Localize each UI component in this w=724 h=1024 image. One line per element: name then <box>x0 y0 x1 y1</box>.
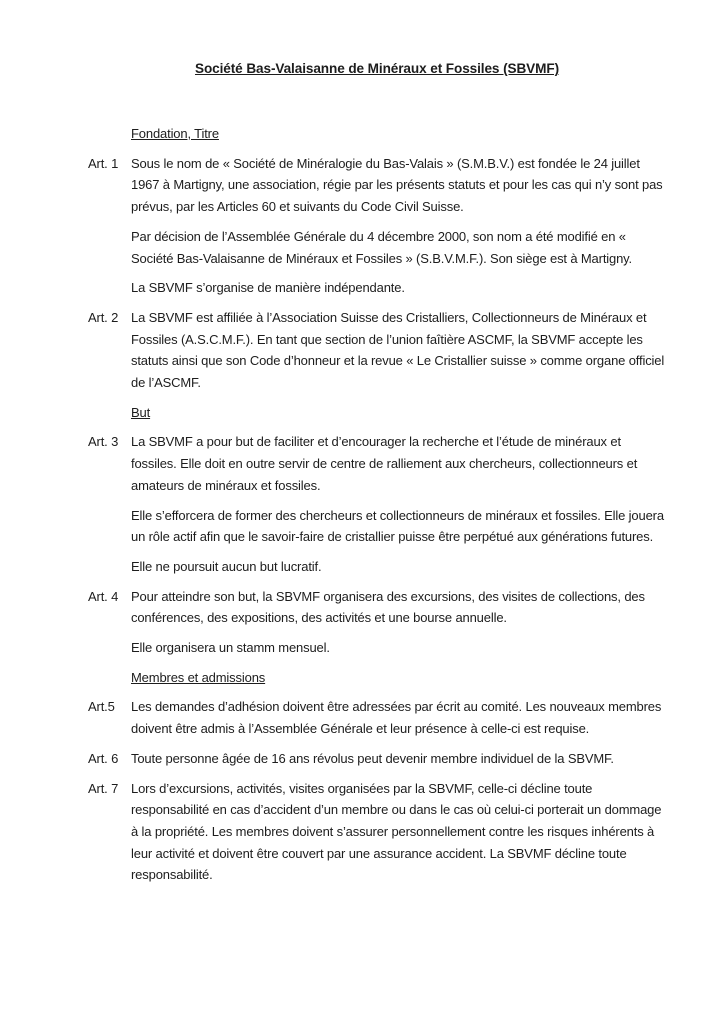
article-2-label: Art. 2 <box>88 309 119 325</box>
article-5 <box>88 696 666 747</box>
article-3-body <box>131 431 666 585</box>
article-4-paragraph-1: Pour atteindre son but, la SBVMF organisera des excursions, des visites de collections, des conférences, des expositions, des activités et une bourse annuelle. <box>131 588 645 626</box>
article-6-paragraph-1: Toute personne âgée de 16 ans révolus peut devenir membre individuel de la SBVMF. <box>131 750 614 766</box>
section-heading-fondation-titre: Fondation, Titre <box>131 126 219 141</box>
document-title: Société Bas-Valaisanne de Minéraux et Fossiles (SBVMF) <box>194 61 560 76</box>
article-5-body <box>131 696 666 747</box>
article-6-label: Art. 6 <box>88 750 119 766</box>
article-2-body <box>131 307 666 402</box>
article-5-paragraph-1: Les demandes d’adhésion doivent être adressées par écrit au comité. Les nouveaux membres doivent être admis à l’Assemblée Générale et leur présence à celle-ci est requise. <box>131 699 662 737</box>
article-4-body <box>131 586 666 667</box>
article-4-label: Art. 4 <box>88 588 119 604</box>
article-3-paragraph-2: Elle s’efforcera de former des chercheurs et collectionneurs de minéraux et fossiles. Elle jouera un rôle actif afin que le savoir-faire de cristallier puisse être perpétué aux générations futures. <box>131 507 664 545</box>
section-heading-membres-et-admissions: Membres et admissions <box>131 669 266 685</box>
article-1-paragraph-1: Sous le nom de « Société de Minéralogie du Bas-Valais » (S.M.B.V.) est fondée le 24 juillet 1967 à Martigny, une association, régie par les présents statuts et pour les cas qui n’y sont pas prévus, par les Articles 60 et suivants du Code Civil Suisse. <box>131 155 663 215</box>
article-5-label: Art.5 <box>88 699 115 715</box>
article-1 <box>88 153 666 307</box>
article-1-label: Art. 1 <box>88 155 119 171</box>
article-1-body <box>131 153 666 307</box>
article-3 <box>88 431 666 585</box>
section-heading-but: But <box>131 404 151 420</box>
article-1-paragraph-3: La SBVMF s’organise de manière indépendante. <box>131 280 405 296</box>
article-4-paragraph-2: Elle organisera un stamm mensuel. <box>131 640 330 656</box>
article-6 <box>88 748 666 778</box>
article-2 <box>88 307 666 402</box>
article-4 <box>88 586 666 667</box>
document-body <box>88 123 666 894</box>
article-2-paragraph-1: La SBVMF est affiliée à l’Association Suisse des Cristalliers, Collectionneurs de Minéraux et Fossiles (A.S.C.M.F.). En tant que section de l’union faîtière ASCMF, la SBVMF accepte les statuts ainsi que son Code d’honneur et la revue « Le Cristallier suisse » comme organe officiel de l’ASCMF. <box>131 309 665 391</box>
article-7-paragraph-1: Lors d’excursions, activités, visites organisées par la SBVMF, celle-ci décline toute responsabilité en cas d’accident d’un membre ou dans le cas où celui-ci porterait un dommage à la propriété. Les membres doivent s’assurer personnellement contre les risques inhérents à leur activité et doivent être couvert par une assurance accident. La SBVMF décline toute responsabilité. <box>131 780 662 883</box>
article-3-paragraph-1: La SBVMF a pour but de faciliter et d’encourager la recherche et l’étude de minéraux et fossiles. Elle doit en outre servir de centre de ralliement aux chercheurs, collectionneurs et amateurs de minéraux et fossiles. <box>131 434 638 493</box>
article-7-label: Art. 7 <box>88 780 119 796</box>
article-7-body <box>131 778 666 895</box>
article-7 <box>88 778 666 895</box>
article-1-paragraph-2: Par décision de l’Assemblée Générale du 4 décembre 2000, son nom a été modifié en « Société Bas-Valaisanne de Minéraux et Fossiles » (S.B.V.M.F.). Son siège est à Martigny. <box>131 228 633 266</box>
article-3-paragraph-3: Elle ne poursuit aucun but lucratif. <box>131 558 322 574</box>
article-6-body <box>131 748 666 778</box>
article-3-label: Art. 3 <box>88 434 119 450</box>
